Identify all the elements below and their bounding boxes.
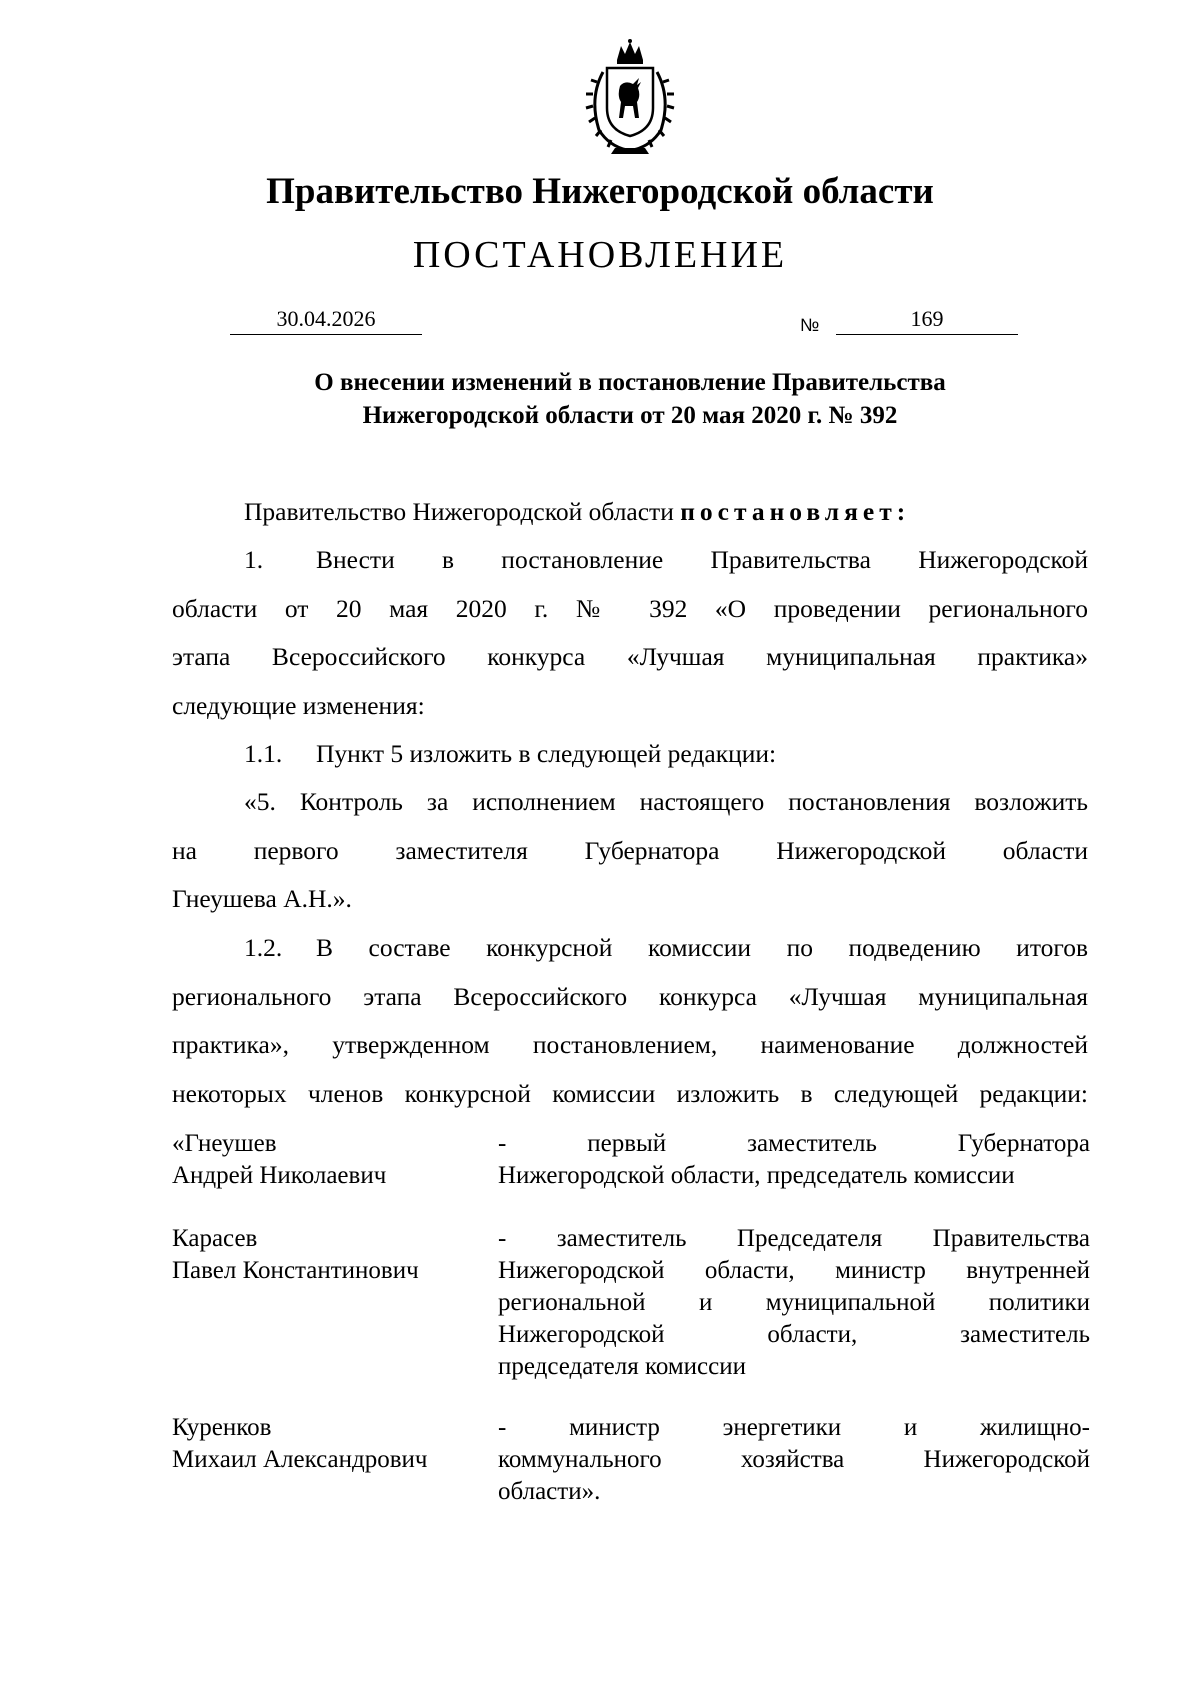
paragraph-line: регионального этапа Всероссийского конкурса «Лучшая муниципальная bbox=[172, 981, 1088, 1011]
member-role bbox=[498, 1128, 1090, 1192]
paragraph-line: Пункт 5 изложить в следующей редакции: bbox=[316, 739, 777, 768]
role-line: - заместитель Председателя Правительства bbox=[498, 1225, 1090, 1252]
subject-line: Нижегородской области от 20 мая 2020 г. № 392 bbox=[362, 402, 898, 429]
paragraph-line: на первого заместителя Губернатора Нижегородской области bbox=[172, 835, 1088, 865]
role-line: - министр энергетики и жилищно- bbox=[498, 1414, 1090, 1441]
paragraph-number: 1.1. bbox=[244, 739, 283, 768]
member-surname: Карасев bbox=[172, 1225, 258, 1252]
member-name bbox=[172, 1412, 492, 1476]
role-line: - первый заместитель Губернатора bbox=[498, 1130, 1090, 1157]
paragraph-line: Внести в постановление Правительства Нижегородской bbox=[316, 545, 1088, 574]
member-surname: «Гнеушев bbox=[172, 1130, 277, 1157]
role-line: Нижегородской области, председатель комиссии bbox=[498, 1162, 1015, 1189]
paragraph-line: следующие изменения: bbox=[172, 690, 425, 720]
member-role bbox=[498, 1223, 1090, 1383]
preamble-text: Правительство Нижегородской области bbox=[244, 497, 674, 526]
role-line: председателя комиссии bbox=[498, 1353, 746, 1380]
member-surname: Куренков bbox=[172, 1414, 272, 1441]
member-entry bbox=[172, 1128, 1090, 1198]
document-subject bbox=[0, 366, 1200, 432]
paragraph-1 bbox=[172, 536, 1088, 730]
paragraph-number: 1.2. bbox=[244, 933, 283, 962]
subject-line: О внесении изменений в постановление Правительства bbox=[314, 369, 946, 396]
paragraph-line: Гнеушева А.Н.». bbox=[172, 884, 352, 913]
paragraph-line: некоторых членов конкурсной комиссии изложить в следующей редакции: bbox=[172, 1078, 1088, 1108]
document-date: 30.04.2026 bbox=[230, 306, 422, 335]
role-line: области». bbox=[498, 1478, 601, 1505]
document-number: 169 bbox=[836, 306, 1018, 335]
member-role bbox=[498, 1412, 1090, 1508]
paragraph-line: «5. Контроль за исполнением настоящего постановления возложить bbox=[244, 787, 1088, 816]
paragraph-1-2 bbox=[172, 924, 1088, 1118]
role-line: Нижегородской области, министр внутренней bbox=[498, 1257, 1090, 1284]
member-given-names: Андрей Николаевич bbox=[172, 1162, 387, 1189]
role-line: коммунального хозяйства Нижегородской bbox=[498, 1446, 1090, 1473]
member-entry bbox=[172, 1412, 1090, 1512]
paragraph-line: этапа Всероссийского конкурса «Лучшая муниципальная практика» bbox=[172, 642, 1088, 671]
preamble bbox=[172, 488, 1088, 537]
role-line: региональной и муниципальной политики bbox=[498, 1289, 1090, 1316]
paragraph-line: практика», утвержденном постановлением, наименование должностей bbox=[172, 1030, 1088, 1059]
paragraph-number: 1. bbox=[244, 545, 264, 574]
role-line: Нижегородской области, заместитель bbox=[498, 1321, 1090, 1348]
organization-title: Правительство Нижегородской области bbox=[266, 171, 934, 212]
member-entry bbox=[172, 1223, 1090, 1388]
member-name bbox=[172, 1223, 492, 1287]
paragraph-line: В составе конкурсной комиссии по подведению итогов bbox=[316, 933, 1088, 962]
member-given-names: Михаил Александрович bbox=[172, 1446, 428, 1473]
coat-of-arms-icon bbox=[575, 38, 685, 156]
member-name bbox=[172, 1128, 492, 1192]
paragraph-line: области от 20 мая 2020 г. № 392 «О проведении регионального bbox=[172, 593, 1088, 623]
quoted-point-5 bbox=[172, 778, 1088, 924]
document-type-title: ПОСТАНОВЛЕНИЕ bbox=[412, 234, 788, 276]
number-sign: № bbox=[800, 315, 820, 335]
member-given-names: Павел Константинович bbox=[172, 1257, 419, 1284]
paragraph-1-1 bbox=[172, 730, 1088, 779]
preamble-verb: постановляет: bbox=[680, 497, 911, 526]
